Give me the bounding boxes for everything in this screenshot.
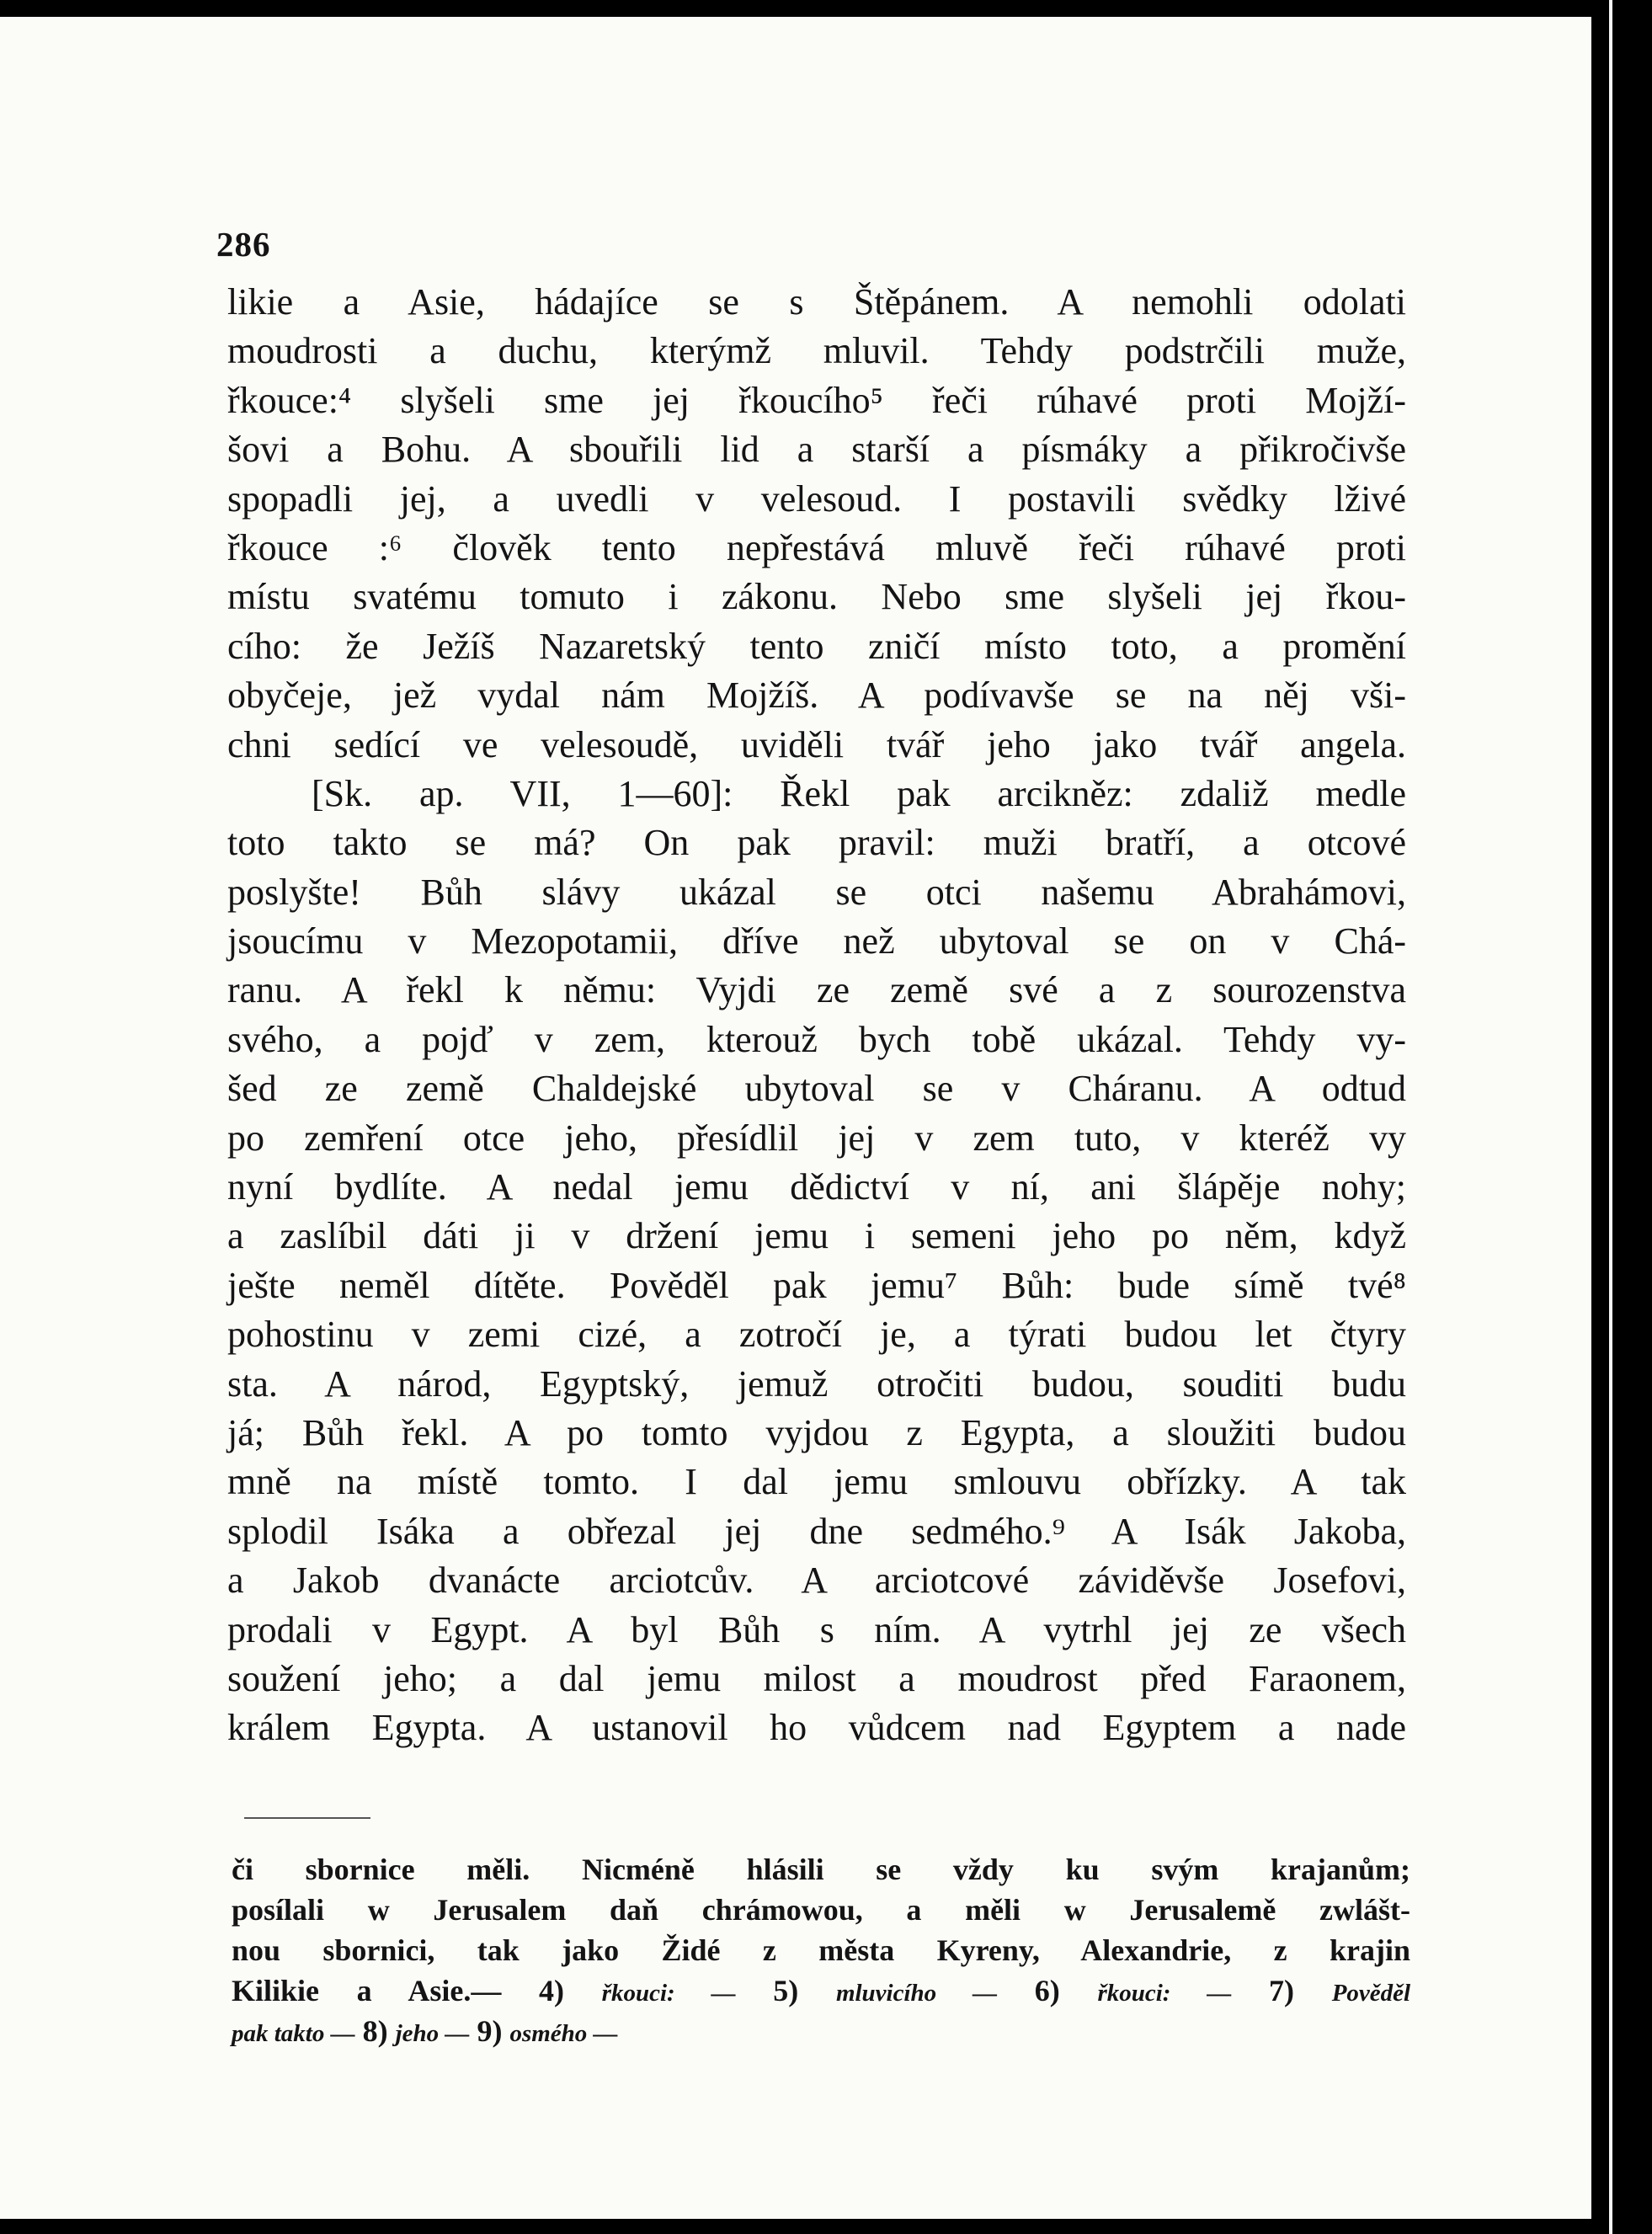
text-line: splodil Isáka a obřezal jej dne sedmého.⁹ A Isák Jakoba, (227, 1510, 1406, 1552)
text-line: jsoucímu v Mezopotamii, dříve než ubytoval se on v Chá- (227, 920, 1406, 962)
text-line: soužení jeho; a dal jemu milost a moudrost před Faraonem, (227, 1657, 1406, 1699)
note-5: mluvicího — (835, 1980, 998, 2007)
marker-8: 8) (362, 2014, 388, 2048)
note-6: řkouci: — (1097, 1980, 1232, 2007)
note-7-cont: pak takto — (232, 2020, 355, 2047)
text-line: místu svatému tomuto i zákonu. Nebo sme slyšeli jej řkou- (227, 576, 1406, 618)
footnote-line: či sbornice měli. Nicméně hlásili se vždy ku svým krajanům; (232, 1853, 1410, 1886)
text-line: likie a Asie, hádajíce se s Štěpánem. A nemohli odolati (227, 281, 1406, 323)
text-line: šovi a Bohu. A sbouřili lid a starší a písmáky a přikročivše (227, 429, 1406, 471)
text-line: po zemření otce jeho, přesídlil jej v zem tuto, v kteréž vy (227, 1117, 1406, 1159)
footnote-line-notes (232, 2011, 1410, 2051)
text-line: mně na místě tomto. I dal jemu smlouvu obřízky. A tak (227, 1461, 1406, 1503)
text-line: cího: že Ježíš Nazaretský tento zničí místo toto, a promění (227, 625, 1406, 667)
text-line: toto takto se má? On pak pravil: muži bratří, a otcové (227, 822, 1406, 864)
footnote-separator (244, 1817, 370, 1819)
text-line: spopadli jej, a uvedli v velesoud. I postavili svědky lživé (227, 477, 1406, 520)
text-line: šed ze země Chaldejské ubytoval se v Cháranu. A odtud (227, 1068, 1406, 1110)
marker-9: 9) (477, 2014, 503, 2048)
text-line: ranu. A řekl k němu: Vyjdi ze země své a z sourozenstva (227, 969, 1406, 1011)
note-8: jeho — (395, 2020, 470, 2047)
body-text (227, 278, 1406, 1753)
text-line: poslyšte! Bůh slávy ukázal se otci našemu Abrahámovi, (227, 871, 1406, 913)
marker-6: 6) (1034, 1974, 1060, 2007)
footnote-lead: Kilikie a Asie.— 4) (232, 1974, 564, 2007)
text-line: chni sedící ve velesoudě, uviděli tvář jeho jako tvář angela. (227, 723, 1406, 765)
text-line: řkouce :⁶ člověk tento nepřestává mluvě řeči rúhavé proti (227, 526, 1406, 568)
note-9: osmého — (509, 2020, 618, 2047)
text-line: moudrosti a duchu, kterýmž mluvil. Tehdy podstrčili muže, (227, 330, 1406, 372)
text-line-chapter-start: [Sk. ap. VII, 1—60]: Řekl pak arcikněz: zdaliž medle (312, 772, 1406, 814)
footnote-line: nou sbornici, tak jako Židé z města Kyreny, Alexandrie, z krajin (232, 1933, 1410, 1967)
footnotes (232, 1849, 1410, 2051)
page-number: 286 (216, 225, 271, 264)
text-line: sta. A národ, Egyptský, jemuž otročiti budou, souditi budu (227, 1362, 1406, 1405)
text-line: řkouce:⁴ slyšeli sme jej řkoucího⁵ řeči rúhavé proti Mojží- (227, 379, 1406, 421)
marker-5: 5) (773, 1974, 799, 2007)
text-line: já; Bůh řekl. A po tomto vyjdou z Egypta, a sloužiti budou (227, 1411, 1406, 1453)
text-line: a zaslíbil dáti ji v držení jemu i semeni jeho po něm, když (227, 1215, 1406, 1257)
scan-edge-line (1609, 0, 1612, 2234)
text-line: králem Egypta. A ustanovil ho vůdcem nad Egyptem a nade (227, 1707, 1406, 1749)
text-line: a Jakob dvanácte arciotcův. A arciotcové záviděvše Josefovi, (227, 1560, 1406, 1602)
text-line: prodali v Egypt. A byl Bůh s ním. A vytrhl jej ze všech (227, 1608, 1406, 1650)
text-line: ješte neměl dítěte. Pověděl pak jemu⁷ Bůh: bude símě tvé⁸ (227, 1264, 1406, 1306)
text-line: obyčeje, jež vydal nám Mojžíš. A podívavše se na něj vši- (227, 674, 1406, 717)
book-page (0, 17, 1591, 2219)
footnote-line-notes (232, 1970, 1410, 2011)
footnote-line: posílali w Jerusalem daň chrámowou, a měli w Jerusalemě zwlášt- (232, 1893, 1410, 1927)
text-line: svého, a pojď v zem, kterouž bych tobě ukázal. Tehdy vy- (227, 1018, 1406, 1060)
text-line: pohostinu v zemi cizé, a zotročí je, a týrati budou let čtyry (227, 1314, 1406, 1356)
note-7: Pověděl (1331, 1980, 1411, 2007)
note-4: řkouci: — (601, 1980, 736, 2007)
text-line: nyní bydlíte. A nedal jemu dědictví v ní, ani šlápěje nohy; (227, 1166, 1406, 1208)
marker-7: 7) (1269, 1974, 1295, 2007)
